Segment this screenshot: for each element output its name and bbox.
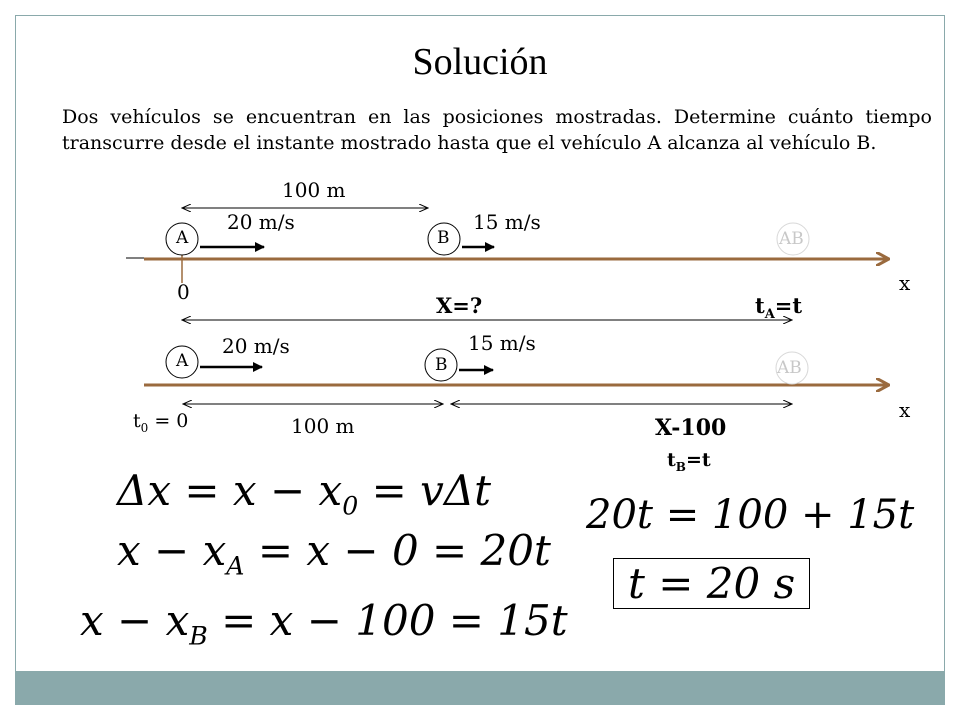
vehicle-a-label-bottom: A [176,351,189,371]
initial-time-label: $t_0 = 0$ [133,410,189,435]
speed-b-top: 15 m/s [473,210,541,234]
slide-title: Solución [412,41,548,83]
remaining-distance-label: X-100 [655,415,727,441]
equation-vehicle-b: $x - x_B = x - 100 = 15t$ [80,596,568,651]
axis-x-label-top: x [899,271,911,295]
equation-vehicle-a: $x - x_A = x - 0 = 20t$ [117,526,551,581]
problem-statement: Dos vehículos se encuentran en las posiciones mostradas. Determine cuánto tiempo transcurre desde el instante mostrado hasta que el vehículo A alcanza al vehículo B. [62,106,932,154]
meet-label-top: AB [779,229,804,249]
vehicle-b-label-top: B [437,228,450,248]
axis-x-label-bottom: x [899,398,911,422]
gap-label-bottom: 100 m [291,414,355,438]
distance-label-top: 100 m [282,178,346,202]
speed-b-bottom: 15 m/s [468,331,536,355]
equation-meeting: 20t = 100 + 15t [586,492,915,538]
time-a-label: $t_A=t$ [755,293,803,323]
vehicle-b-label-bottom: B [435,355,448,375]
equation-displacement: $\Delta x = x - x_0 = v\Delta t$ [117,466,492,521]
unknown-x-label: X=? [436,293,483,318]
vehicle-a-label-top: A [176,228,189,248]
speed-a-top: 20 m/s [227,210,295,234]
origin-label: 0 [177,280,190,304]
speed-a-bottom: 20 m/s [222,334,290,358]
meet-label-bottom: AB [777,358,802,378]
time-b-label: $t_B=t$ [667,449,711,474]
result-box: t = 20 s [613,558,810,609]
